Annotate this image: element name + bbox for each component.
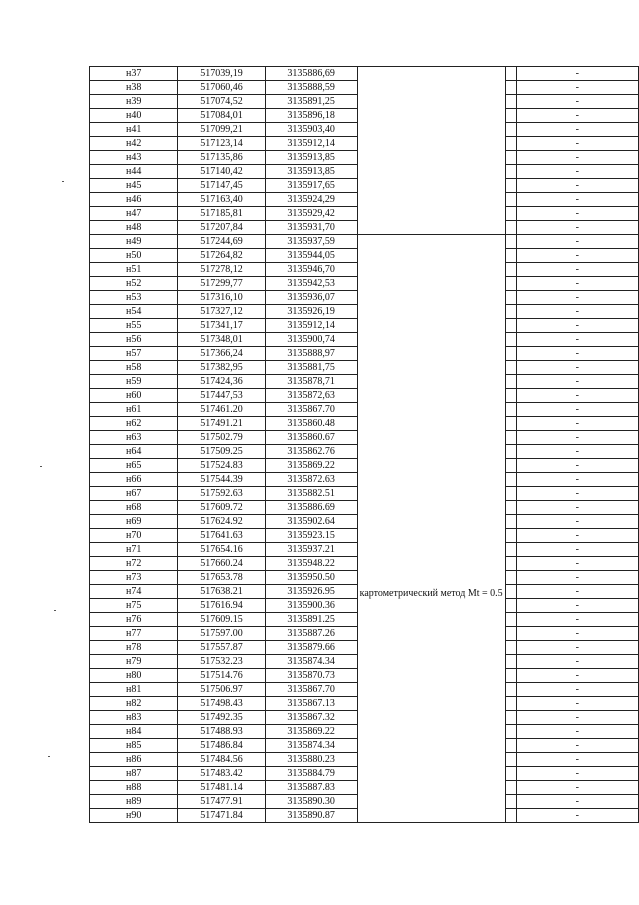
gap-cell [505,473,516,487]
last-column-cell: - [516,599,638,613]
gap-cell [505,123,516,137]
x-coordinate-cell: 517653.78 [178,571,265,585]
y-coordinate-cell: 3135888,59 [265,81,357,95]
point-name-cell: н74 [90,585,178,599]
gap-cell [505,403,516,417]
x-coordinate-cell: 517532.23 [178,655,265,669]
x-coordinate-cell: 517486.84 [178,739,265,753]
x-coordinate-cell: 517278,12 [178,263,265,277]
y-coordinate-cell: 3135870.73 [265,669,357,683]
gap-cell [505,501,516,515]
y-coordinate-cell: 3135917,65 [265,179,357,193]
gap-cell [505,571,516,585]
y-coordinate-cell: 3135887.83 [265,781,357,795]
last-column-cell: - [516,347,638,361]
last-column-cell: - [516,193,638,207]
y-coordinate-cell: 3135862.76 [265,445,357,459]
x-coordinate-cell: 517544.39 [178,473,265,487]
y-coordinate-cell: 3135874.34 [265,655,357,669]
point-name-cell: н67 [90,487,178,501]
gap-cell [505,795,516,809]
last-column-cell: - [516,431,638,445]
point-name-cell: н81 [90,683,178,697]
x-coordinate-cell: 517616.94 [178,599,265,613]
x-coordinate-cell: 517099,21 [178,123,265,137]
last-column-cell: - [516,739,638,753]
gap-cell [505,263,516,277]
gap-cell [505,109,516,123]
gap-cell [505,95,516,109]
x-coordinate-cell: 517299,77 [178,277,265,291]
point-name-cell: н53 [90,291,178,305]
last-column-cell: - [516,333,638,347]
point-name-cell: н51 [90,263,178,277]
y-coordinate-cell: 3135869.22 [265,459,357,473]
y-coordinate-cell: 3135881,75 [265,361,357,375]
gap-cell [505,249,516,263]
x-coordinate-cell: 517084,01 [178,109,265,123]
y-coordinate-cell: 3135867.32 [265,711,357,725]
scan-speck [40,466,42,467]
y-coordinate-cell: 3135946,70 [265,263,357,277]
x-coordinate-cell: 517483.42 [178,767,265,781]
gap-cell [505,585,516,599]
x-coordinate-cell: 517147,45 [178,179,265,193]
last-column-cell: - [516,557,638,571]
last-column-cell: - [516,305,638,319]
y-coordinate-cell: 3135884.79 [265,767,357,781]
x-coordinate-cell: 517348,01 [178,333,265,347]
last-column-cell: - [516,151,638,165]
x-coordinate-cell: 517140,42 [178,165,265,179]
gap-cell [505,67,516,81]
gap-cell [505,753,516,767]
x-coordinate-cell: 517492.35 [178,711,265,725]
last-column-cell: - [516,711,638,725]
x-coordinate-cell: 517654.16 [178,543,265,557]
gap-cell [505,655,516,669]
x-coordinate-cell: 517039,19 [178,67,265,81]
x-coordinate-cell: 517341,17 [178,319,265,333]
y-coordinate-cell: 3135887.26 [265,627,357,641]
point-name-cell: н55 [90,319,178,333]
gap-cell [505,305,516,319]
x-coordinate-cell: 517074,52 [178,95,265,109]
gap-cell [505,81,516,95]
last-column-cell: - [516,375,638,389]
point-name-cell: н64 [90,445,178,459]
y-coordinate-cell: 3135936,07 [265,291,357,305]
y-coordinate-cell: 3135937,59 [265,235,357,249]
y-coordinate-cell: 3135929,42 [265,207,357,221]
last-column-cell: - [516,417,638,431]
point-name-cell: н46 [90,193,178,207]
gap-cell [505,221,516,235]
y-coordinate-cell: 3135890.87 [265,809,357,823]
x-coordinate-cell: 517624.92 [178,515,265,529]
gap-cell [505,165,516,179]
y-coordinate-cell: 3135880.23 [265,753,357,767]
method-cell-top [357,67,505,235]
point-name-cell: н89 [90,795,178,809]
last-column-cell: - [516,669,638,683]
x-coordinate-cell: 517498.43 [178,697,265,711]
y-coordinate-cell: 3135891,25 [265,95,357,109]
method-text: картометрический метод Mt = 0.5 [359,588,503,599]
x-coordinate-cell: 517609.15 [178,613,265,627]
y-coordinate-cell: 3135860.67 [265,431,357,445]
x-coordinate-cell: 517488.93 [178,725,265,739]
last-column-cell: - [516,165,638,179]
gap-cell [505,543,516,557]
x-coordinate-cell: 517366,24 [178,347,265,361]
y-coordinate-cell: 3135867.70 [265,683,357,697]
x-coordinate-cell: 517609.72 [178,501,265,515]
y-coordinate-cell: 3135923.15 [265,529,357,543]
x-coordinate-cell: 517471.84 [178,809,265,823]
gap-cell [505,641,516,655]
last-column-cell: - [516,95,638,109]
last-column-cell: - [516,81,638,95]
point-name-cell: н52 [90,277,178,291]
last-column-cell: - [516,585,638,599]
point-name-cell: н48 [90,221,178,235]
gap-cell [505,711,516,725]
gap-cell [505,445,516,459]
y-coordinate-cell: 3135903,40 [265,123,357,137]
x-coordinate-cell: 517447,53 [178,389,265,403]
gap-cell [505,207,516,221]
y-coordinate-cell: 3135937.21 [265,543,357,557]
y-coordinate-cell: 3135942,53 [265,277,357,291]
x-coordinate-cell: 517477.91 [178,795,265,809]
y-coordinate-cell: 3135926.95 [265,585,357,599]
gap-cell [505,599,516,613]
y-coordinate-cell: 3135912,14 [265,319,357,333]
last-column-cell: - [516,571,638,585]
last-column-cell: - [516,403,638,417]
gap-cell [505,627,516,641]
x-coordinate-cell: 517484.56 [178,753,265,767]
gap-cell [505,319,516,333]
y-coordinate-cell: 3135888,97 [265,347,357,361]
point-name-cell: н86 [90,753,178,767]
last-column-cell: - [516,487,638,501]
point-name-cell: н56 [90,333,178,347]
last-column-cell: - [516,249,638,263]
last-column-cell: - [516,683,638,697]
gap-cell [505,683,516,697]
last-column-cell: - [516,529,638,543]
point-name-cell: н79 [90,655,178,669]
point-name-cell: н45 [90,179,178,193]
last-column-cell: - [516,137,638,151]
y-coordinate-cell: 3135950.50 [265,571,357,585]
gap-cell [505,809,516,823]
point-name-cell: н38 [90,81,178,95]
scan-speck [54,610,56,611]
y-coordinate-cell: 3135931,70 [265,221,357,235]
y-coordinate-cell: 3135872,63 [265,389,357,403]
last-column-cell: - [516,263,638,277]
x-coordinate-cell: 517244,69 [178,235,265,249]
gap-cell [505,767,516,781]
x-coordinate-cell: 517509.25 [178,445,265,459]
y-coordinate-cell: 3135867.13 [265,697,357,711]
point-name-cell: н85 [90,739,178,753]
x-coordinate-cell: 517641.63 [178,529,265,543]
x-coordinate-cell: 517424,36 [178,375,265,389]
last-column-cell: - [516,543,638,557]
gap-cell [505,697,516,711]
y-coordinate-cell: 3135891.25 [265,613,357,627]
point-name-cell: н40 [90,109,178,123]
x-coordinate-cell: 517264,82 [178,249,265,263]
x-coordinate-cell: 517327,12 [178,305,265,319]
point-name-cell: н70 [90,529,178,543]
x-coordinate-cell: 517491.21 [178,417,265,431]
gap-cell [505,151,516,165]
x-coordinate-cell: 517163,40 [178,193,265,207]
coordinates-table [89,66,639,823]
gap-cell [505,375,516,389]
gap-cell [505,361,516,375]
last-column-cell: - [516,67,638,81]
y-coordinate-cell: 3135926,19 [265,305,357,319]
y-coordinate-cell: 3135886.69 [265,501,357,515]
point-name-cell: н90 [90,809,178,823]
x-coordinate-cell: 517382,95 [178,361,265,375]
last-column-cell: - [516,725,638,739]
last-column-cell: - [516,655,638,669]
y-coordinate-cell: 3135872.63 [265,473,357,487]
last-column-cell: - [516,795,638,809]
x-coordinate-cell: 517481.14 [178,781,265,795]
last-column-cell: - [516,123,638,137]
x-coordinate-cell: 517207,84 [178,221,265,235]
point-name-cell: н77 [90,627,178,641]
y-coordinate-cell: 3135896,18 [265,109,357,123]
last-column-cell: - [516,697,638,711]
x-coordinate-cell: 517316,10 [178,291,265,305]
point-name-cell: н88 [90,781,178,795]
point-name-cell: н39 [90,95,178,109]
x-coordinate-cell: 517123,14 [178,137,265,151]
y-coordinate-cell: 3135869.22 [265,725,357,739]
gap-cell [505,235,516,249]
y-coordinate-cell: 3135913,85 [265,165,357,179]
y-coordinate-cell: 3135900,74 [265,333,357,347]
last-column-cell: - [516,235,638,249]
point-name-cell: н37 [90,67,178,81]
point-name-cell: н47 [90,207,178,221]
gap-cell [505,487,516,501]
gap-cell [505,431,516,445]
gap-cell [505,613,516,627]
method-cell [357,235,505,823]
y-coordinate-cell: 3135890.30 [265,795,357,809]
gap-cell [505,781,516,795]
x-coordinate-cell: 517524.83 [178,459,265,473]
last-column-cell: - [516,641,638,655]
x-coordinate-cell: 517557.87 [178,641,265,655]
gap-cell [505,417,516,431]
y-coordinate-cell: 3135902.64 [265,515,357,529]
last-column-cell: - [516,179,638,193]
scan-speck [62,181,64,182]
x-coordinate-cell: 517461.20 [178,403,265,417]
gap-cell [505,277,516,291]
last-column-cell: - [516,515,638,529]
y-coordinate-cell: 3135948.22 [265,557,357,571]
gap-cell [505,137,516,151]
y-coordinate-cell: 3135944,05 [265,249,357,263]
x-coordinate-cell: 517638.21 [178,585,265,599]
last-column-cell: - [516,501,638,515]
point-name-cell: н83 [90,711,178,725]
table-row [90,67,639,81]
last-column-cell: - [516,767,638,781]
x-coordinate-cell: 517514.76 [178,669,265,683]
gap-cell [505,459,516,473]
scan-speck [48,756,50,757]
gap-cell [505,739,516,753]
point-name-cell: н54 [90,305,178,319]
y-coordinate-cell: 3135879.66 [265,641,357,655]
point-name-cell: н75 [90,599,178,613]
gap-cell [505,557,516,571]
last-column-cell: - [516,291,638,305]
point-name-cell: н69 [90,515,178,529]
last-column-cell: - [516,613,638,627]
point-name-cell: н41 [90,123,178,137]
point-name-cell: н43 [90,151,178,165]
gap-cell [505,347,516,361]
last-column-cell: - [516,445,638,459]
point-name-cell: н65 [90,459,178,473]
last-column-cell: - [516,809,638,823]
point-name-cell: н62 [90,417,178,431]
last-column-cell: - [516,459,638,473]
table-row [90,235,639,249]
x-coordinate-cell: 517502.79 [178,431,265,445]
x-coordinate-cell: 517660.24 [178,557,265,571]
y-coordinate-cell: 3135882.51 [265,487,357,501]
x-coordinate-cell: 517506.97 [178,683,265,697]
gap-cell [505,179,516,193]
point-name-cell: н68 [90,501,178,515]
last-column-cell: - [516,389,638,403]
point-name-cell: н84 [90,725,178,739]
point-name-cell: н59 [90,375,178,389]
last-column-cell: - [516,221,638,235]
point-name-cell: н71 [90,543,178,557]
y-coordinate-cell: 3135867.70 [265,403,357,417]
point-name-cell: н82 [90,697,178,711]
point-name-cell: н80 [90,669,178,683]
gap-cell [505,333,516,347]
x-coordinate-cell: 517060,46 [178,81,265,95]
point-name-cell: н57 [90,347,178,361]
point-name-cell: н60 [90,389,178,403]
y-coordinate-cell: 3135912,14 [265,137,357,151]
last-column-cell: - [516,109,638,123]
last-column-cell: - [516,207,638,221]
y-coordinate-cell: 3135874.34 [265,739,357,753]
point-name-cell: н66 [90,473,178,487]
last-column-cell: - [516,361,638,375]
point-name-cell: н50 [90,249,178,263]
x-coordinate-cell: 517592.63 [178,487,265,501]
last-column-cell: - [516,781,638,795]
last-column-cell: - [516,473,638,487]
gap-cell [505,529,516,543]
gap-cell [505,515,516,529]
point-name-cell: н44 [90,165,178,179]
point-name-cell: н42 [90,137,178,151]
point-name-cell: н87 [90,767,178,781]
y-coordinate-cell: 3135886,69 [265,67,357,81]
y-coordinate-cell: 3135860.48 [265,417,357,431]
point-name-cell: н76 [90,613,178,627]
gap-cell [505,193,516,207]
last-column-cell: - [516,753,638,767]
gap-cell [505,669,516,683]
y-coordinate-cell: 3135878,71 [265,375,357,389]
x-coordinate-cell: 517135,86 [178,151,265,165]
point-name-cell: н78 [90,641,178,655]
x-coordinate-cell: 517597.00 [178,627,265,641]
point-name-cell: н63 [90,431,178,445]
y-coordinate-cell: 3135924,29 [265,193,357,207]
point-name-cell: н72 [90,557,178,571]
gap-cell [505,291,516,305]
x-coordinate-cell: 517185,81 [178,207,265,221]
last-column-cell: - [516,277,638,291]
gap-cell [505,725,516,739]
last-column-cell: - [516,627,638,641]
point-name-cell: н73 [90,571,178,585]
coordinates-table-body [90,67,639,823]
gap-cell [505,389,516,403]
y-coordinate-cell: 3135900.36 [265,599,357,613]
point-name-cell: н61 [90,403,178,417]
point-name-cell: н49 [90,235,178,249]
y-coordinate-cell: 3135913,85 [265,151,357,165]
point-name-cell: н58 [90,361,178,375]
last-column-cell: - [516,319,638,333]
